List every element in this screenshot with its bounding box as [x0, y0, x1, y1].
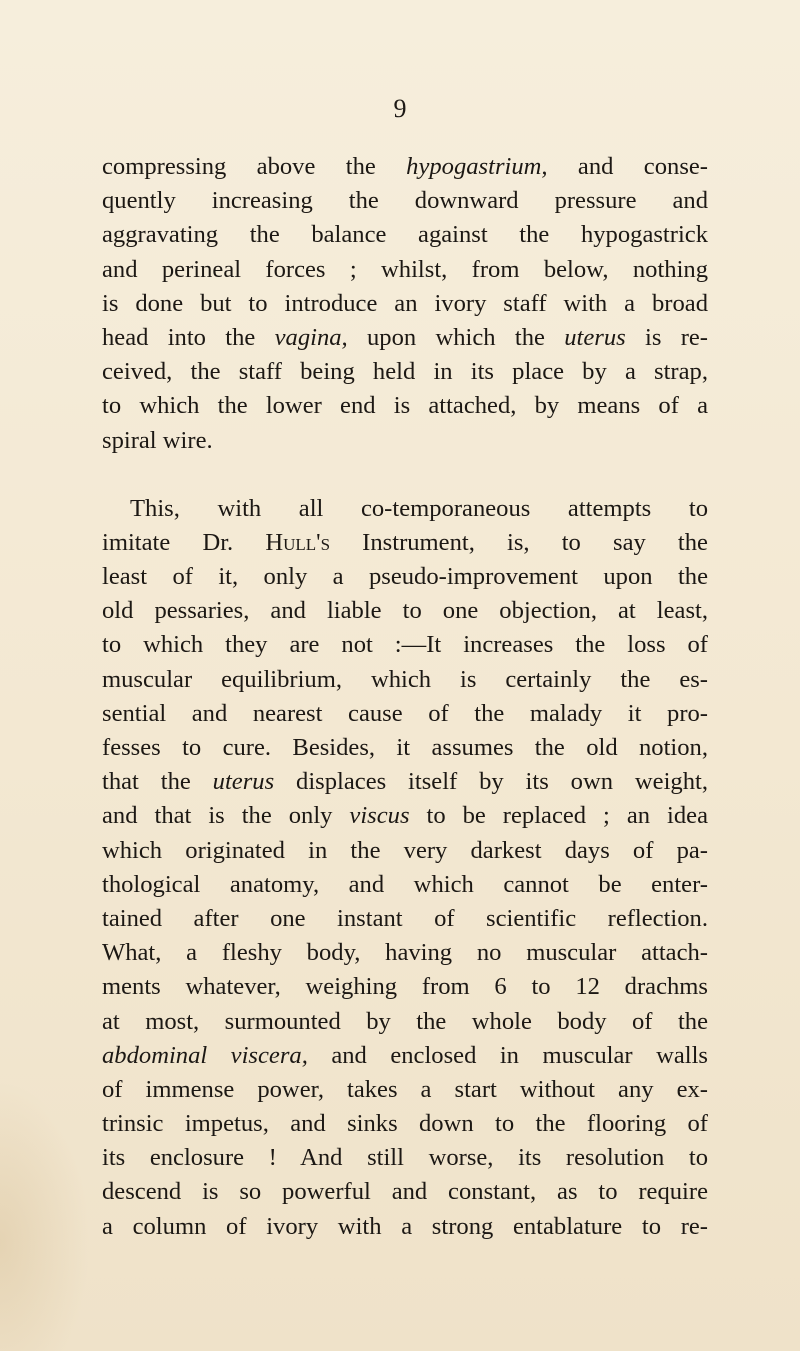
text-line: fesses to cure. Besides, it assumes the old notion,: [102, 734, 708, 761]
small-caps-name: Hull's: [265, 528, 331, 556]
text-line: descend is so powerful and constant, as to require: [102, 1178, 708, 1206]
text-line: muscular equilibrium, which is certainly the es-: [102, 665, 708, 693]
italic-term: uterus: [564, 323, 626, 351]
paper-stain: [0, 1080, 90, 1351]
text-line: and that is the only viscus to be replaced ; an idea: [102, 802, 708, 830]
text-line: aggravating the balance against the hypogastrick: [102, 221, 708, 249]
text-line: to which the lower end is attached, by means of a: [102, 392, 708, 420]
italic-term: vagina,: [274, 323, 348, 351]
italic-term: uterus: [212, 768, 275, 796]
text-line: least of it, only a pseudo-improvement upon the: [102, 563, 708, 591]
body-text: [102, 150, 708, 1244]
text-line: is done but to introduce an ivory staff with a broad: [102, 289, 708, 317]
text-line: What, a fleshy body, having no muscular attach-: [102, 939, 708, 967]
text-line: This, with all co-temporaneous attempts to: [130, 494, 708, 522]
text-line: old pessaries, and liable to one objection, at least,: [102, 597, 708, 625]
text-line: that the uterus displaces itself by its own weight,: [102, 768, 708, 796]
text-line: head into the vagina, upon which the uterus is re-: [102, 323, 708, 351]
text-line: tained after one instant of scientific reflection.: [102, 904, 708, 932]
italic-term: abdominal viscera,: [102, 1041, 308, 1069]
text-line: a column of ivory with a strong entablature to re-: [102, 1212, 708, 1240]
italic-term: viscus: [349, 802, 410, 830]
text-line: ceived, the staff being held in its place by a strap,: [102, 358, 708, 386]
italic-term: hypogastrium,: [406, 153, 548, 180]
page-number: 9: [393, 94, 407, 123]
paragraph-gap: [102, 458, 708, 492]
text-line: its enclosure ! And still worse, its resolution to: [102, 1144, 708, 1172]
text-line: quently increasing the downward pressure and: [102, 187, 708, 215]
text-line: at most, surmounted by the whole body of the: [102, 1007, 708, 1035]
text-line: thological anatomy, and which cannot be enter-: [102, 870, 708, 898]
text-line: of immense power, takes a start without any ex-: [102, 1075, 708, 1103]
text-line: to which they are not :—It increases the loss of: [102, 631, 708, 659]
text-line: which originated in the very darkest days of pa-: [102, 836, 708, 864]
text-line: imitate Dr. Hull's Instrument, is, to say the: [102, 528, 708, 556]
text-line: spiral wire.: [102, 426, 213, 454]
text-line: compressing above the hypogastrium, and conse-: [102, 153, 708, 180]
text-line: trinsic impetus, and sinks down to the flooring of: [102, 1110, 708, 1138]
text-line: abdominal viscera, and enclosed in muscular walls: [102, 1041, 708, 1069]
text-line: and perineal forces ; whilst, from below, nothing: [102, 255, 708, 283]
text-line: ments whatever, weighing from 6 to 12 drachms: [102, 973, 708, 1001]
text-line: sential and nearest cause of the malady it pro-: [102, 699, 708, 727]
